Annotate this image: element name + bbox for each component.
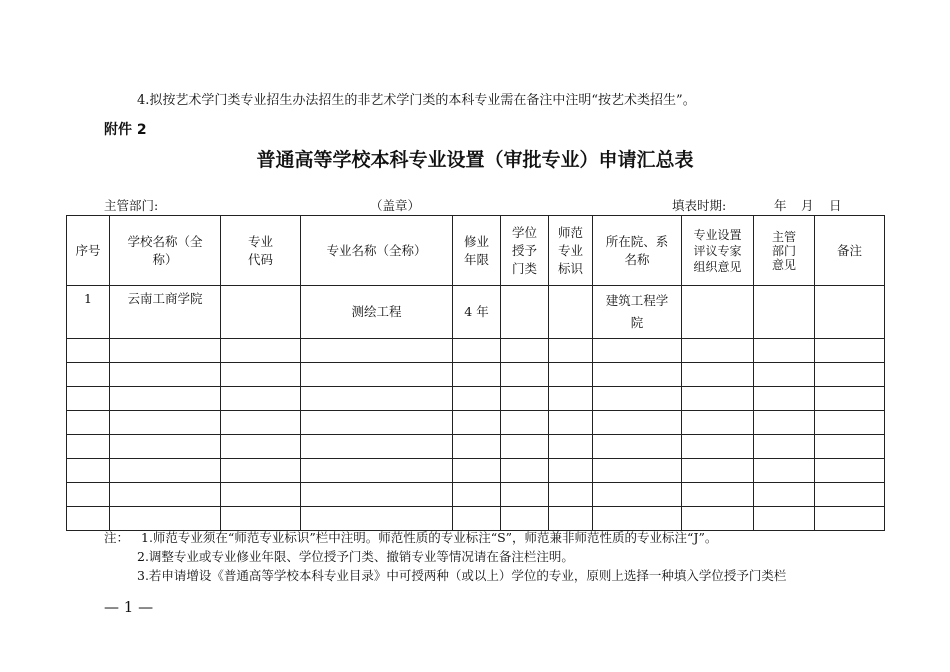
notes-label: 注：	[104, 530, 130, 545]
date-day: 日	[829, 198, 842, 213]
table-header-row	[67, 216, 885, 286]
cell-normal	[549, 286, 593, 339]
cell-code	[221, 286, 301, 339]
table-row	[67, 459, 885, 483]
header-degree: 学位 授予 门类	[501, 216, 549, 286]
table-row	[67, 411, 885, 435]
dept-label: 主管部门:	[104, 198, 159, 213]
header-dept: 主管 部门 意见	[754, 216, 815, 286]
table-row	[67, 363, 885, 387]
cell-seq: 1	[67, 286, 110, 339]
header-college: 所在院、系 名称	[593, 216, 682, 286]
cell-college: 建筑工程学 院	[593, 286, 682, 339]
header-expert: 专业设置 评议专家 组织意见	[682, 216, 754, 286]
summary-table	[66, 215, 885, 531]
cell-dept	[754, 286, 815, 339]
header-major: 专业名称（全称）	[301, 216, 453, 286]
cell-school: 云南工商学院	[110, 286, 221, 339]
cell-years: 4 年	[453, 286, 501, 339]
date-label: 填表时期:	[672, 198, 727, 213]
header-seq: 序号	[67, 216, 110, 286]
table-row	[67, 507, 885, 531]
note-2: 2.调整专业或专业修业年限、学位授予门类、撤销专业等情况请在备注栏注明。	[137, 549, 574, 564]
header-normal: 师范 专业 标识	[549, 216, 593, 286]
note-1: 注： 1.师范专业须在“师范专业标识”栏中注明。师范性质的专业标注“S”，师范兼非师范性质的专业标注“J”。	[104, 530, 718, 545]
seal-label: （盖章）	[370, 198, 421, 213]
table-row	[67, 286, 885, 339]
header-code: 专业 代码	[221, 216, 301, 286]
cell-remark	[815, 286, 885, 339]
table-row	[67, 387, 885, 411]
page-title: 普通高等学校本科专业设置（审批专业）申请汇总表	[256, 149, 694, 171]
attachment-label: 附件 2	[104, 122, 147, 138]
table-row	[67, 435, 885, 459]
note-3: 3.若申请增设《普通高等学校本科专业目录》中可授两种（或以上）学位的专业，原则上选择一种填入学位授予门类栏	[137, 568, 787, 583]
top-note: 4.拟按艺术学门类专业招生办法招生的非艺术学门类的本科专业需在备注中注明“按艺术类招生”。	[137, 93, 696, 108]
table-row	[67, 483, 885, 507]
date-year: 年	[774, 198, 787, 213]
header-years: 修业 年限	[453, 216, 501, 286]
cell-expert	[682, 286, 754, 339]
header-remark: 备注	[815, 216, 885, 286]
cell-major: 测绘工程	[301, 286, 453, 339]
date-month: 月	[801, 198, 814, 213]
table-row	[67, 339, 885, 363]
header-school: 学校名称（全 称）	[110, 216, 221, 286]
cell-degree	[501, 286, 549, 339]
page-number: — 1 —	[104, 598, 154, 616]
